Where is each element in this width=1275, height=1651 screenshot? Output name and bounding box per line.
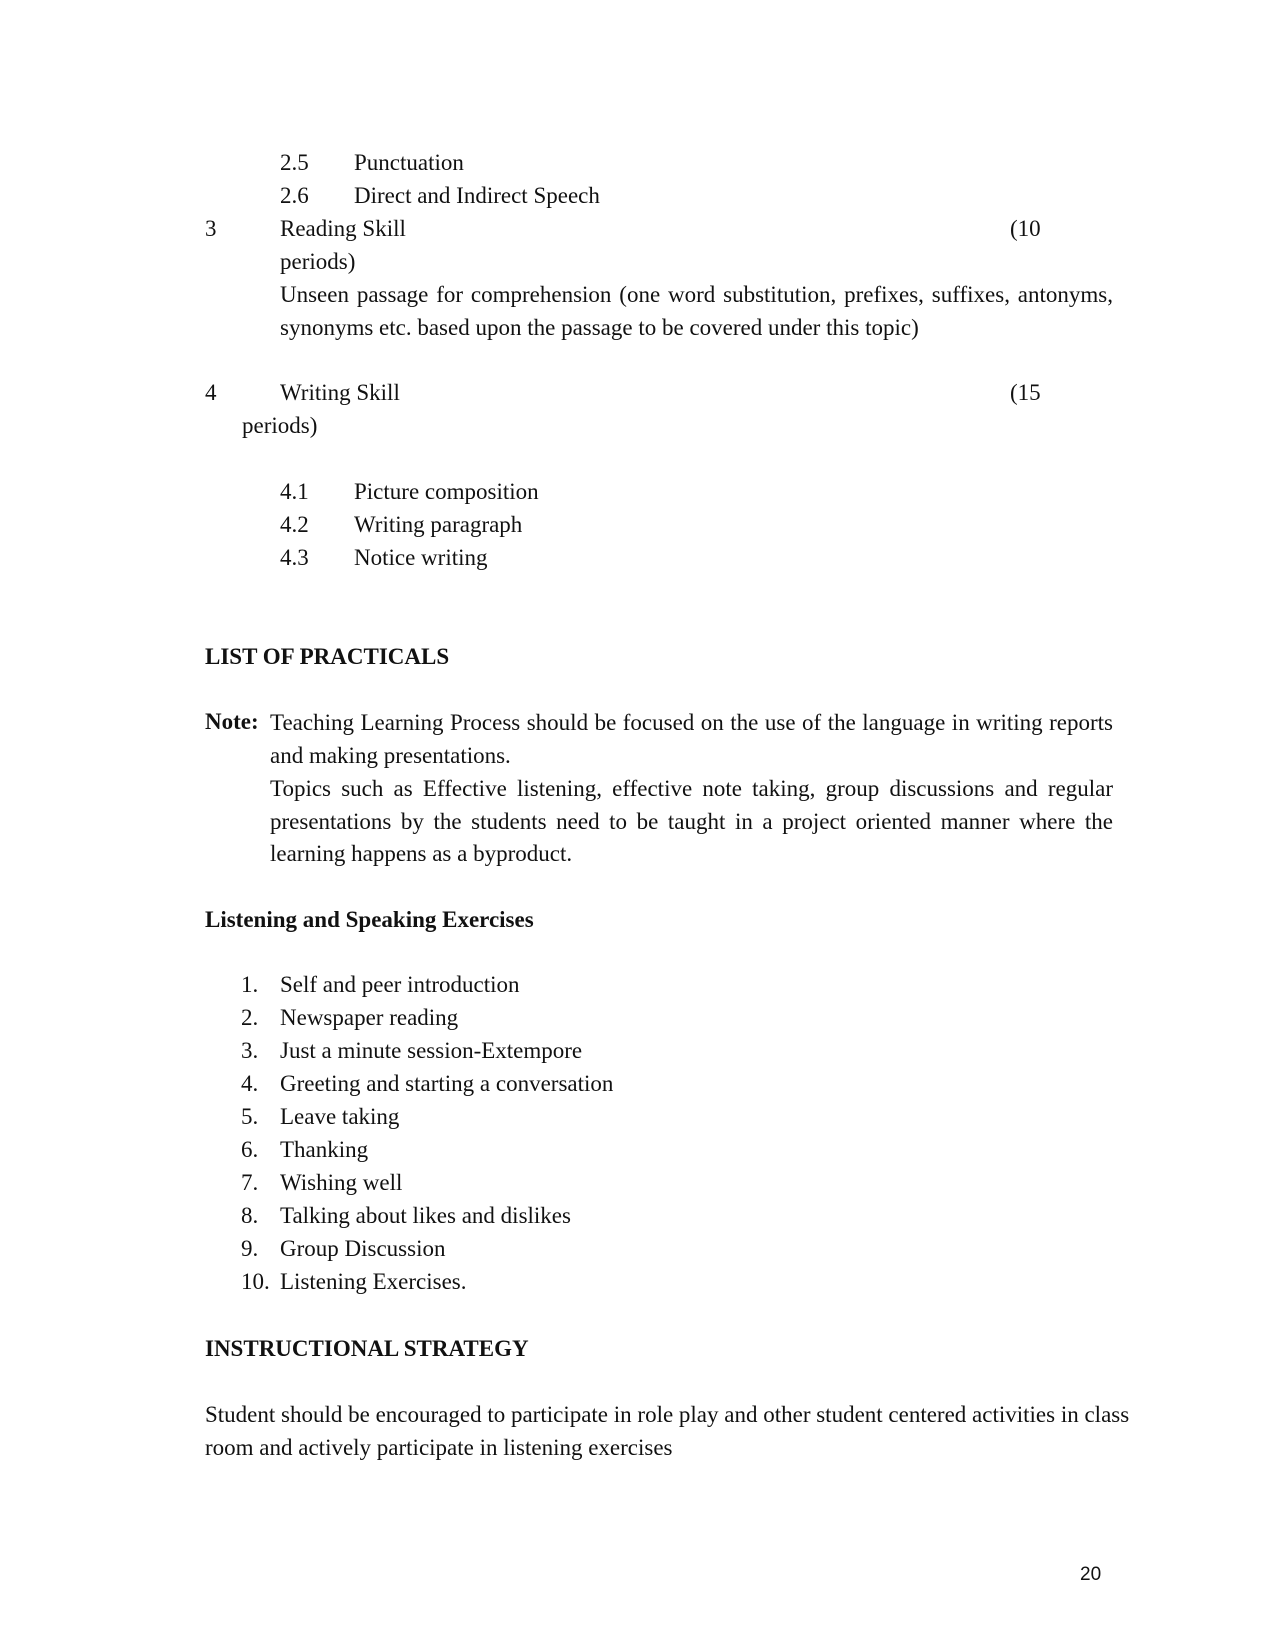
list-item-number: 5. (241, 1104, 259, 1129)
list-item-text: Listening Exercises. (280, 1269, 467, 1294)
list-item-number: 1. (241, 972, 259, 997)
list-item-number: 7. (241, 1170, 259, 1195)
list-item-number: 2. (241, 1005, 259, 1030)
item-text: Notice writing (354, 545, 488, 570)
list-item-text: Leave taking (280, 1104, 400, 1129)
subsection-heading: Listening and Speaking Exercises (205, 907, 534, 932)
periods-open: (15 (1010, 380, 1041, 405)
list-item-number: 8. (241, 1203, 259, 1228)
list-item-text: Self and peer introduction (280, 972, 520, 997)
item-number: 4.2 (280, 512, 309, 537)
note-label: Note: (205, 709, 259, 734)
section-title: Reading Skill (280, 216, 406, 241)
list-item-text: Wishing well (280, 1170, 403, 1195)
list-item-text: Group Discussion (280, 1236, 446, 1261)
list-item-text: Talking about likes and dislikes (280, 1203, 571, 1228)
item-text: Writing paragraph (354, 512, 523, 537)
item-text: Punctuation (354, 150, 464, 175)
section-heading: INSTRUCTIONAL STRATEGY (205, 1336, 529, 1361)
item-number: 2.6 (280, 183, 309, 208)
section-title: Writing Skill (280, 380, 400, 405)
item-number: 4.1 (280, 479, 309, 504)
periods-close: periods) (280, 249, 356, 274)
page-number: 20 (1080, 1564, 1102, 1585)
periods-close: periods) (242, 413, 318, 438)
note-paragraph: Topics such as Effective listening, effective note taking, group discussions and regular presentations by the students need to be taught in a project oriented manner where the learning happens as a byproduct. (270, 776, 1113, 866)
list-item-text: Just a minute session-Extempore (280, 1038, 583, 1063)
item-text: Direct and Indirect Speech (354, 183, 600, 208)
list-item-number: 6. (241, 1137, 259, 1162)
note-paragraph: Teaching Learning Process should be focused on the use of the language in writing reports and making presentations. (270, 710, 1113, 768)
list-item-number: 9. (241, 1236, 259, 1261)
item-number: 4.3 (280, 545, 309, 570)
list-item-text: Thanking (280, 1137, 369, 1162)
section-description: Unseen passage for comprehension (one word substitution, prefixes, suffixes, antonyms, synonyms etc. based upon the passage to be covered under this topic) (280, 282, 1113, 340)
section-number: 4 (205, 380, 217, 405)
section-number: 3 (205, 216, 217, 241)
list-item-number: 4. (241, 1071, 259, 1096)
list-item-number: 10. (241, 1269, 270, 1294)
list-item-number: 3. (241, 1038, 259, 1063)
section-heading: LIST OF PRACTICALS (205, 644, 450, 669)
list-item-text: Newspaper reading (280, 1005, 459, 1030)
item-number: 2.5 (280, 150, 309, 175)
strategy-paragraph: Student should be encouraged to participate in role play and other student centered activities in class room and actively participate in listening exercises (205, 1402, 1130, 1460)
item-text: Picture composition (354, 479, 539, 504)
periods-open: (10 (1010, 216, 1041, 241)
list-item-text: Greeting and starting a conversation (280, 1071, 614, 1096)
